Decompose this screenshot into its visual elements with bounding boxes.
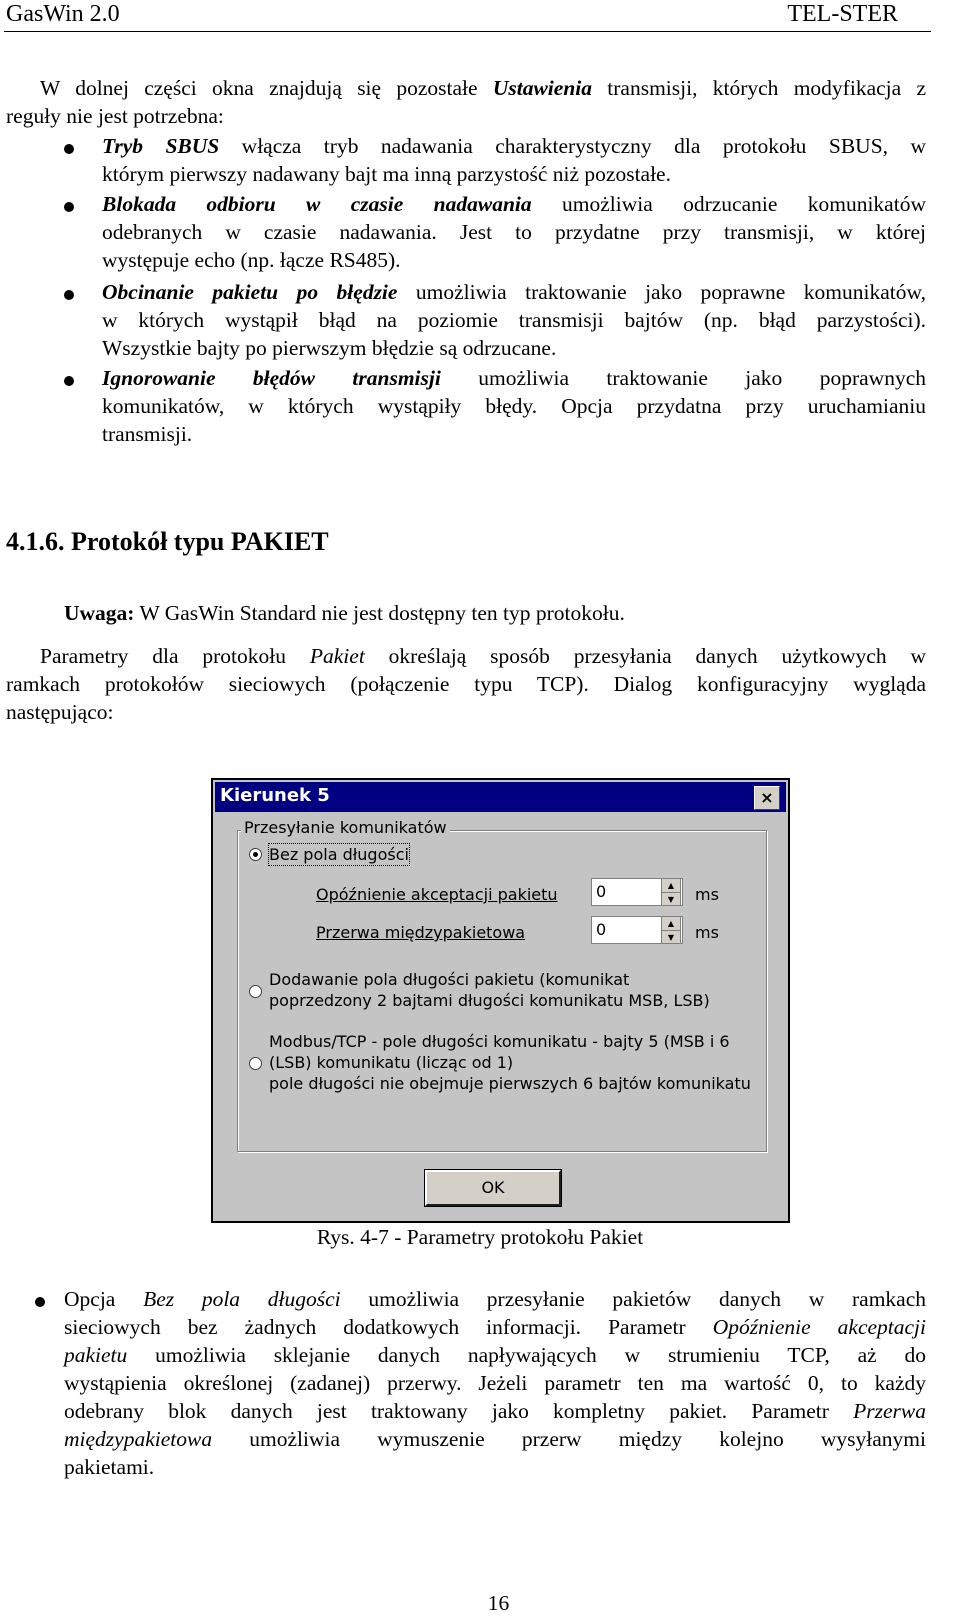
option-no-length-label[interactable]: Bez pola długości: [269, 845, 409, 864]
gap-spinner[interactable]: [661, 916, 681, 944]
section-heading: 4.1.6. Protokół typu PAKIET: [6, 527, 329, 556]
option-length-line-2[interactable]: poprzedzony 2 bajtami długości komunikatu MSB, LSB): [269, 991, 710, 1010]
bottom-emphasis: Przerwa: [853, 1399, 926, 1423]
bullet-dot: [64, 144, 74, 154]
bottom-line-1: [64, 1285, 926, 1313]
intro-line-2: reguły nie jest potrzebna:: [6, 104, 224, 128]
delay-input[interactable]: 0: [591, 878, 683, 906]
params-text-2: określają sposób przesyłania danych użytkowych w: [364, 644, 926, 668]
spin-up-icon[interactable]: ▲: [662, 879, 680, 893]
option-modbus-line-3[interactable]: pole długości nie obejmuje pierwszych 6 bajtów komunikatu: [269, 1074, 751, 1093]
gap-label: Przerwa międzypakietowa: [316, 923, 526, 942]
bottom-text: odebrany blok danych jest traktowany jako kompletny pakiet. Parametr: [64, 1399, 854, 1423]
header-left: GasWin 2.0: [6, 1, 120, 27]
spin-up-icon[interactable]: ▲: [662, 917, 680, 931]
bullet-3-line-3: Wszystkie bajty po pierwszym błędzie są odrzucane.: [102, 336, 557, 360]
bullet-1-line-2: którym pierwszy nadawany bajt ma inną parzystość niż pozostałe.: [102, 162, 671, 186]
bullet-dot: [64, 290, 74, 300]
params-line-3: następująco:: [6, 700, 114, 724]
bottom-text: sieciowych bez żadnych dodatkowych informacji. Parametr: [64, 1315, 713, 1339]
bottom-text: umożliwia wymuszenie przerw między kolejno wysyłanymi: [212, 1427, 926, 1451]
bullet-dot: [64, 202, 74, 212]
close-button[interactable]: ×: [754, 786, 780, 810]
bullet-dot: [64, 376, 74, 386]
params-text: Parametry dla protokołu: [40, 644, 310, 668]
bottom-line-6: [64, 1425, 926, 1453]
header-right: TEL-STER: [787, 1, 898, 27]
intro-text: W dolnej części okna znajdują się pozostałe: [40, 76, 493, 100]
bullet-4-line-1: [102, 364, 926, 392]
bullet-dot: [35, 1297, 45, 1307]
bottom-text-2: umożliwia przesyłanie pakietów danych w ramkach: [340, 1287, 926, 1311]
bullet-4-line-3: transmisji.: [102, 422, 193, 446]
bullet-2-line-1: [102, 190, 926, 218]
gap-input[interactable]: 0: [591, 916, 683, 944]
bottom-line-4: wystąpienia określonej (zadanej) przerwy. Jeżeli parametr ten ma wartość 0, to każdy: [64, 1371, 926, 1395]
bullet-1-line-1: [102, 132, 926, 160]
header-rule: [4, 31, 931, 32]
bullet-text: umożliwia traktowanie jako poprawne komunikatów,: [397, 280, 926, 304]
bullet-term: Ignorowanie błędów transmisji: [102, 366, 441, 390]
bullet-term: Obcinanie pakietu po błędzie: [102, 280, 398, 304]
bullet-2-line-2: odebranych w czasie nadawania. Jest to przydatne przy transmisji, w której: [102, 220, 926, 244]
option-modbus-line-1[interactable]: Modbus/TCP - pole długości komunikatu - bajty 5 (MSB i 6: [269, 1032, 730, 1051]
bullet-text: włącza tryb nadawania charakterystyczny dla protokołu SBUS, w: [219, 134, 927, 158]
bottom-emphasis: Opóźnienie akceptacji: [712, 1315, 926, 1339]
spin-down-icon[interactable]: ▼: [667, 895, 675, 904]
params-line-1: [40, 642, 926, 670]
radio-no-length-field[interactable]: [249, 848, 262, 861]
dialog-window: [211, 778, 790, 1223]
intro-line-1: [40, 74, 926, 102]
bottom-emphasis: międzypakietowa: [64, 1427, 213, 1451]
option-length-line-1[interactable]: Dodawanie pola długości pakietu (komunikat: [269, 970, 630, 989]
gap-unit: ms: [695, 923, 719, 942]
delay-unit: ms: [695, 885, 719, 904]
bullet-term: Blokada odbioru w czasie nadawania: [102, 192, 532, 216]
figure-caption: Rys. 4-7 - Parametry protokołu Pakiet: [316, 1225, 644, 1249]
bullet-4-line-2: komunikatów, w których wystąpiły błędy. Opcja przydatna przy uruchamianiu: [102, 394, 926, 418]
bullet-2-line-3: występuje echo (np. łącze RS485).: [102, 248, 401, 272]
radio-modbus-tcp[interactable]: [249, 1057, 262, 1070]
bullet-term: Tryb SBUS: [102, 134, 220, 158]
bottom-text: umożliwia sklejanie danych napływających w strumieniu TCP, aż do: [127, 1343, 926, 1367]
option-modbus-line-2[interactable]: (LSB) komunikatu (licząc od 1): [269, 1053, 514, 1072]
bullet-text: umożliwia odrzucanie komunikatów: [531, 192, 926, 216]
note-text: W GasWin Standard nie jest dostępny ten typ protokołu.: [134, 601, 625, 625]
bullet-3-line-1: [102, 278, 926, 306]
group-title: Przesyłanie komunikatów: [241, 818, 450, 837]
params-line-2: ramkach protokołów sieciowych (połączenie typu TCP). Dialog konfiguracyjny wygląda: [6, 672, 926, 696]
delay-label: Opóźnienie akceptacji pakietu: [316, 885, 558, 904]
spin-down-icon[interactable]: ▼: [667, 933, 675, 942]
bottom-line-3: [64, 1341, 926, 1369]
dialog-title: Kierunek 5: [220, 785, 330, 806]
dialog-titlebar[interactable]: [215, 782, 786, 812]
note-label: Uwaga:: [64, 601, 135, 625]
delay-spinner[interactable]: [661, 878, 681, 906]
bottom-emphasis: pakietu: [64, 1343, 128, 1367]
bullet-3-line-2: w których wystąpił błąd na poziomie transmisji bajtów (np. błąd parzystości).: [102, 308, 926, 332]
bottom-emphasis: Bez pola długości: [143, 1287, 341, 1311]
note: [64, 601, 625, 626]
ok-button[interactable]: OK: [425, 1170, 561, 1206]
radio-length-field[interactable]: [249, 985, 262, 998]
intro-emphasis: Ustawienia: [492, 76, 592, 100]
intro-text-2: transmisji, których modyfikacja z: [592, 76, 926, 100]
bottom-line-5: [64, 1397, 926, 1425]
bottom-line-2: [64, 1313, 926, 1341]
page-number: 16: [487, 1591, 510, 1615]
bottom-text: Opcja: [64, 1287, 144, 1311]
bullet-text: umożliwia traktowanie jako poprawnych: [440, 366, 926, 390]
bottom-line-7: pakietami.: [64, 1455, 155, 1479]
params-emphasis: Pakiet: [309, 644, 365, 668]
